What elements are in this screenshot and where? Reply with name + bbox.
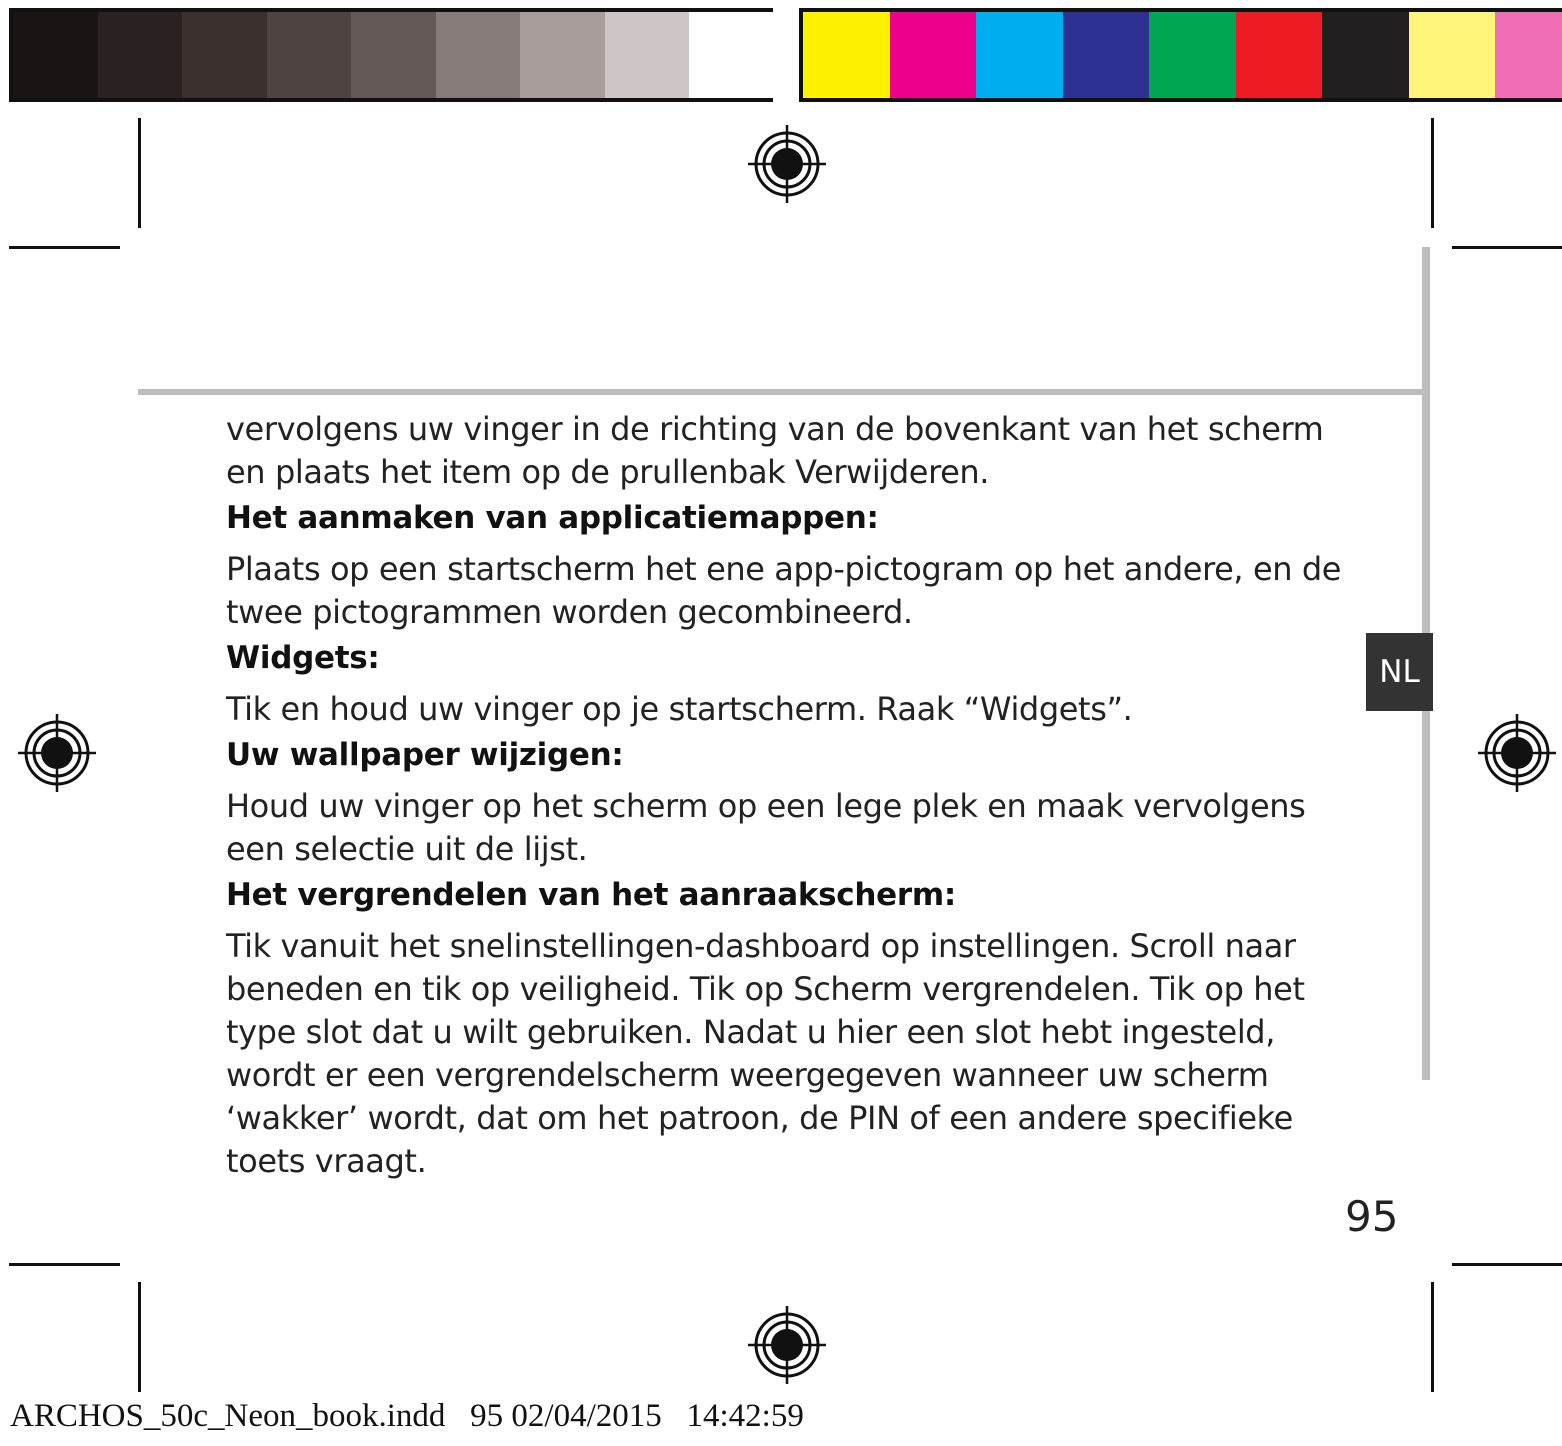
process-color-bar: [799, 8, 1562, 102]
crop-mark-bottom-right-h: [1452, 1263, 1562, 1266]
color-swatch: [182, 12, 267, 98]
color-swatch: [436, 12, 521, 98]
color-swatch: [267, 12, 352, 98]
registration-mark-icon: [1478, 714, 1556, 792]
color-swatch: [13, 12, 98, 98]
print-slug: ARCHOS_50c_Neon_book.indd 95 02/04/2015 14:42:59: [10, 1398, 804, 1434]
paragraph: Tik en houd uw vinger op je startscherm. Raak “Widgets”.: [226, 690, 1133, 728]
crop-mark-bottom-right-v: [1431, 1282, 1434, 1392]
color-swatch: [1149, 12, 1236, 98]
color-swatch: [351, 12, 436, 98]
color-swatch: [890, 12, 977, 98]
section-heading: Uw wallpaper wijzigen:: [226, 737, 624, 773]
color-swatch: [1236, 12, 1323, 98]
color-swatch: [98, 12, 183, 98]
color-swatch: [689, 12, 774, 98]
crop-mark-bottom-left-h: [9, 1263, 120, 1266]
crop-mark-top-left-h: [9, 246, 120, 249]
color-swatch: [520, 12, 605, 98]
page-number: 95: [1345, 1192, 1399, 1241]
registration-mark-icon: [748, 125, 826, 203]
color-swatch: [976, 12, 1063, 98]
paragraph: vervolgens uw vinger in de richting van de bovenkant van het scherm en plaats het item op de prullenbak Verwijderen.: [226, 410, 1324, 491]
crop-mark-top-left-v: [138, 118, 141, 228]
paragraph: Plaats op een startscherm het ene app-pictogram op het andere, en de twee pictogrammen worden gecombineerd.: [226, 550, 1342, 631]
color-swatch: [605, 12, 690, 98]
paragraph: Houd uw vinger op het scherm op een lege plek en maak vervolgens een selectie uit de lijst.: [226, 787, 1306, 868]
section-heading: Het aanmaken van applicatiemappen:: [226, 500, 879, 536]
grayscale-color-bar: [9, 8, 773, 102]
registration-mark-icon: [748, 1306, 826, 1384]
crop-mark-bottom-left-v: [138, 1282, 141, 1392]
color-swatch: [1322, 12, 1409, 98]
paragraph: Tik vanuit het snelinstellingen-dashboard op instellingen. Scroll naar beneden en tik op veiligheid. Tik op Scherm vergrendelen. Tik op het type slot dat u wilt gebruiken. Nadat u hier een slot hebt ingesteld, wordt er een vergrendelscherm weergegeven wanneer uw scherm ‘wakker’ wordt, dat om het patroon, de PIN of een andere specifieke toets vraagt.: [226, 927, 1305, 1180]
color-swatch: [1495, 12, 1562, 98]
crop-mark-top-right-h: [1452, 246, 1562, 249]
color-swatch: [803, 12, 890, 98]
color-swatch: [1409, 12, 1496, 98]
section-heading: Het vergrendelen van het aanraakscherm:: [226, 877, 956, 913]
color-swatch: [1063, 12, 1150, 98]
registration-mark-icon: [18, 714, 96, 792]
top-rule: [138, 389, 1428, 395]
crop-mark-top-right-v: [1431, 118, 1434, 228]
language-tab: NL: [1366, 633, 1433, 711]
page-content: [226, 408, 1346, 1183]
section-heading: Widgets:: [226, 640, 380, 676]
